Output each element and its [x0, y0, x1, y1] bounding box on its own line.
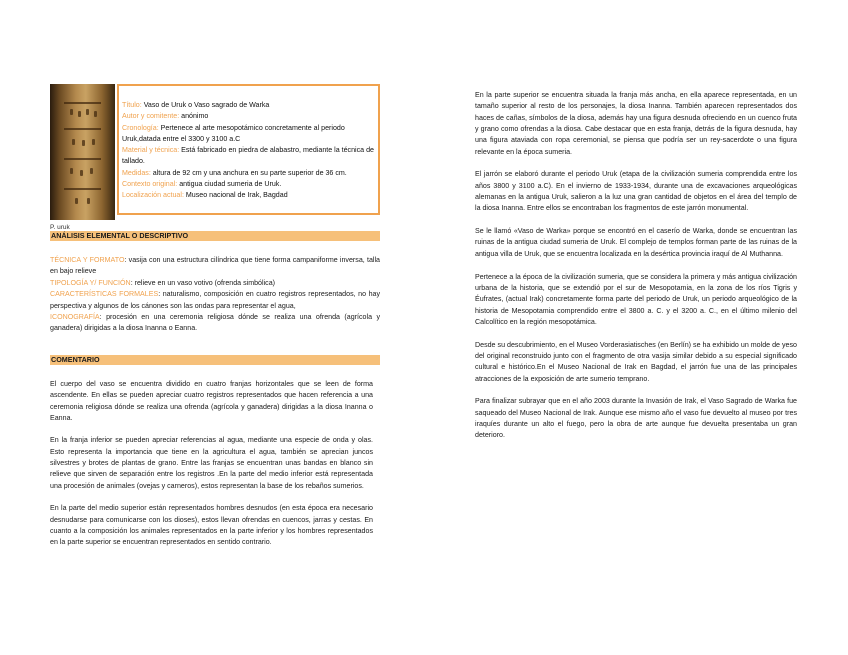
analysis-technique — [50, 255, 380, 278]
analysis-value: : naturalismo, composición en cuatro registros representados, no hay perspectiva y algunos de los cánones son las ondas para representar el agua, — [50, 290, 381, 310]
analysis-typology — [50, 278, 380, 289]
comment-left-text — [50, 379, 373, 560]
info-key: Localización actual: — [122, 191, 184, 200]
paragraph: Para finalizar subrayar que en el año 2003 durante la Invasión de Irak, el Vaso Sagrado de Warka fue saqueado del Museo Nacional de Irak. Aunque ese mismo año el vaso fue devuelto al museo por tres iraquíes durante un alto el fuego, pero la obra de arte aunque fue devuelta presentaba un gran deterioro. — [475, 397, 797, 440]
analysis-section — [50, 255, 380, 335]
paragraph: En la franja inferior se pueden apreciar referencias al agua, mediante una especie de onda y olas. Esto representa la importancia que tiene en la agricultura el agua, también se aprecian juncos silvestres y brotes de plantas de grano. Entre las franjas se encuentran unas bandas en blanco sin relieve que sirven de separación entre los registros .En la parte del medio inferior está representada una procesión de animales (ovejas y carneros), estos representan la base de los rebaños sumerios. — [50, 436, 373, 490]
analysis-section-header: ANÁLISIS ELEMENTAL O DESCRIPTIVO — [50, 231, 380, 241]
info-context — [122, 179, 374, 190]
info-value: Vaso de Uruk o Vaso sagrado de Warka — [141, 101, 270, 109]
vase-of-uruk-photo — [50, 84, 115, 220]
info-key: Autor y comitente: — [122, 112, 180, 121]
analysis-key: TIPOLOGÍA Y/ FUNCIÓN — [50, 278, 131, 287]
info-value: Está fabricado en piedra de alabastro, mediante la técnica de tallado. — [122, 146, 374, 166]
paragraph: En la parte del medio superior están representados hombres desnudos (en esta época era necesario desnudarse para comunicarse con los dioses), estos llevan ofrendas en cuencos, jarras y cestas. En cuanto a la composición los animales representados en la parte inferior y los hombres representados en la parte superior se encuentran representados en sentido contrario. — [50, 504, 373, 547]
paragraph: Desde su descubrimiento, en el Museo Vorderasiatisches (en Berlín) se ha exhibido un molde de yeso del original reconstruido junto con el fragmento de otra vasija similar debido a su especial significado cultural e histórico.En el Museo Nacional de Irak en Bagdad, el jarrón fue una de las principales atracciones de la exposición de arte sumerio temprano. — [475, 340, 797, 383]
info-location — [122, 190, 374, 201]
image-caption: P. uruk — [50, 224, 70, 231]
analysis-key: TÉCNICA Y FORMATO — [50, 256, 125, 264]
analysis-formal-features — [50, 289, 380, 312]
info-chronology — [122, 123, 374, 146]
info-key: Cronología: — [122, 123, 159, 132]
info-author — [122, 111, 374, 122]
analysis-value: : procesión en una ceremonia religiosa dónde se realiza una ofrenda (agrícola y ganadera) dirigidas a la diosa Inanna o Eanna. — [50, 313, 380, 333]
paragraph: El cuerpo del vaso se encuentra dividido en cuatro franjas horizontales que se leen de forma ascendente. En ellas se pueden apreciar cuatro registros representados que hacen referencia a una ceremonia religiosa dónde se realiza una ofrenda (agrícola y ganadera) dirigidas a la diosa Inanna o Eanna. — [50, 380, 373, 422]
info-key: Material y técnica: — [122, 146, 180, 155]
info-title — [122, 100, 374, 111]
paragraph: En la parte superior se encuentra situada la franja más ancha, en ella aparece representada, en un tamaño superior al resto de los personajes, la diosa Inanna. También aparecen representados dos haces de cañas, símbolos de la diosa, además hay una figura desnuda ofreciendo en un cuenco fruta y grano como ofrendas a la diosa. Cabe destacar que en esta franja, detrás de la figura desnuda, hay una figura ataviada con ropa ceremonial, se piensa que podría ser un rey-sacerdote o una figura relevante en la época sumeria. — [475, 91, 797, 156]
analysis-value: : relieve en un vaso votivo (ofrenda simbólica) — [130, 278, 275, 287]
analysis-value: : vasija con una estructura cilíndrica que tiene forma campaniforme inversa, talla en bajo relieve — [50, 256, 380, 276]
analysis-key: ICONOGRAFÍA — [50, 313, 100, 322]
artwork-info-box — [117, 84, 380, 215]
info-key: Contexto original: — [122, 180, 178, 189]
analysis-key: CARACTERÍSTICAS FORMALES — [50, 290, 159, 299]
paragraph: El jarrón se elaboró durante el periodo Uruk (etapa de la civilización sumeria comprendida entre los años 3800 y 3100 a.C). En el invierno de 1933-1934, durante una de excavaciones arqueológicas alemanas en la antigua Uruk, salieron a la luz una gran cantidad de objetos en el área del templo de la diosa Inanna. Entre ellos se encontraban los fragmentos de este jarrón monumental. — [475, 170, 797, 213]
paragraph: Se le llamó «Vaso de Warka» porque se encontró en el caserío de Warka, donde se encuentran las ruinas de la antigua ciudad sumeria de Uruk. El complejo de templos forman parte de las ruinas de la antigua villa de Uruk, que se encuentra localizada en la desértica provincia iraquí de Al Muthanna. — [475, 227, 797, 258]
analysis-iconography — [50, 312, 380, 335]
paragraph: Pertenece a la época de la civilización sumeria, que se considera la primera y más antigua civilización urbana de la historia, que se extendió por el sur de Mesopotamia, en la zona de los ríos Tigris y Éufrates, (actual Irak) concretamente forma parte del periodo de Uruk, un periodo arqueológico de la historia de Mesopotamia comprendido entre el 3800 a. C. y el 3200 a. C., en el último milenio del Calcolítico en la región mesopotámica. — [475, 272, 797, 326]
info-key: Título: — [122, 101, 142, 109]
info-measurements — [122, 168, 374, 179]
info-value: anónimo — [179, 112, 209, 121]
comment-section-header: COMENTARIO — [50, 355, 380, 365]
right-column — [475, 90, 797, 453]
info-value: Museo nacional de Irak, Bagdad — [183, 191, 288, 200]
info-value: altura de 92 cm y una anchura en su parte superior de 36 cm. — [150, 168, 347, 177]
info-value: antigua ciudad sumeria de Uruk. — [177, 180, 282, 189]
info-key: Medidas: — [122, 168, 151, 177]
info-value: Pertenece al arte mesopotámico concretamente al periodo Uruk,datada entre el 3300 y 3100 a.C — [122, 123, 345, 143]
info-material — [122, 145, 374, 168]
